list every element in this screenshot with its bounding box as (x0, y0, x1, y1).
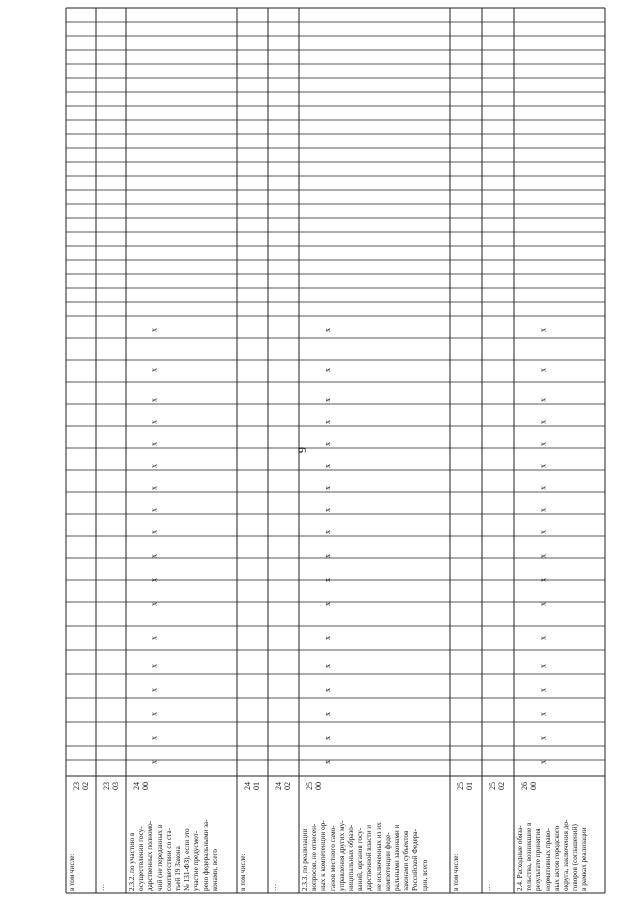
row-code-r2400: 24 00 (132, 782, 151, 790)
cell-mark: x (323, 420, 333, 424)
cell-mark: x (323, 664, 333, 668)
row-label-r2303: … (98, 883, 106, 891)
cell-mark: x (538, 602, 548, 606)
cell-mark: x (149, 636, 159, 640)
cell-mark: x (538, 508, 548, 512)
cell-mark: x (323, 736, 333, 740)
table-marks (150, 328, 548, 764)
row-code-r2501: 25 01 (456, 782, 475, 790)
row-code-r2401: 24 01 (243, 782, 262, 790)
cell-mark: x (323, 688, 333, 692)
row-label-r2501: в том числе: (452, 853, 460, 891)
cell-mark: x (149, 578, 159, 582)
cell-mark: x (149, 664, 159, 668)
cell-mark: x (149, 530, 159, 534)
cell-mark: x (538, 486, 548, 490)
cell-mark: x (538, 736, 548, 740)
cell-mark: x (538, 688, 548, 692)
cell-mark: x (538, 664, 548, 668)
cell-mark: x (538, 760, 548, 764)
cell-mark: x (149, 442, 159, 446)
row-label-r2502: … (484, 883, 492, 891)
row-label-r2500: 2.3.3. по реализации вопросов, не отнесен- ных к компетенции ор- ганов местного само- управления других му- ниципальных образо- ваний, органов госу- дарственной власти и не исключенных из их компетенции феде- ральными законами и законами субъектов Российской Федера- ции, всего (301, 820, 429, 891)
cell-mark: x (149, 712, 159, 716)
cell-mark: x (323, 636, 333, 640)
cell-mark: x (149, 736, 159, 740)
cell-mark: x (149, 508, 159, 512)
cell-mark: x (149, 368, 159, 372)
cell-mark: x (149, 328, 159, 332)
cell-mark: x (323, 368, 333, 372)
cell-mark: x (538, 398, 548, 402)
cell-mark: x (538, 368, 548, 372)
row-label-r2400: 2.3.2. по участию в осуществлении госу- дарственных полномо- чий (не переданных в соответствии со ста- тьей 19 Закона № 131-ФЗ), если это участие предусмот- рено федеральными за- конами, всего (128, 819, 219, 891)
cell-mark: x (323, 712, 333, 716)
cell-mark: x (538, 464, 548, 468)
row-label-r2600: 2.4. Расходные обяза- тельства, возникшие в результате принятия нормативных право- вых актов городского округа, заключения до- говоров (соглашений) в рамках реализации (516, 819, 589, 891)
cell-mark: x (323, 486, 333, 490)
cell-mark: x (149, 398, 159, 402)
cell-mark: x (323, 464, 333, 468)
cell-mark: x (323, 508, 333, 512)
cell-mark: x (323, 442, 333, 446)
row-label-r2401: в том числе: (239, 853, 247, 891)
cell-mark: x (538, 636, 548, 640)
cell-mark: x (149, 486, 159, 490)
cell-mark: x (323, 530, 333, 534)
row-label-r2302: в том числе: (68, 853, 76, 891)
cell-mark: x (538, 328, 548, 332)
cell-mark: x (149, 602, 159, 606)
cell-mark: x (323, 554, 333, 558)
cell-mark: x (323, 578, 333, 582)
cell-mark: x (323, 398, 333, 402)
row-code-r2500: 25 00 (305, 782, 324, 790)
row-code-r2302: 23 02 (72, 782, 91, 790)
cell-mark: x (149, 760, 159, 764)
cell-mark: x (538, 442, 548, 446)
cell-mark: x (149, 688, 159, 692)
cell-mark: x (323, 760, 333, 764)
table-grid (66, 8, 605, 893)
row-code-r2303: 23 03 (102, 782, 121, 790)
cell-mark: x (538, 712, 548, 716)
row-code-r2402: 24 02 (274, 782, 293, 790)
row-code-r2502: 25 02 (488, 782, 507, 790)
cell-mark: x (538, 554, 548, 558)
cell-mark: x (538, 420, 548, 424)
cell-mark: x (149, 420, 159, 424)
row-label-r2402: … (270, 883, 278, 891)
cell-mark: x (538, 578, 548, 582)
cell-mark: x (538, 530, 548, 534)
page-number: 9 (295, 447, 309, 453)
cell-mark: x (323, 328, 333, 332)
cell-mark: x (149, 554, 159, 558)
cell-mark: x (149, 464, 159, 468)
cell-mark: x (323, 602, 333, 606)
row-code-r2600: 26 00 (520, 782, 539, 790)
